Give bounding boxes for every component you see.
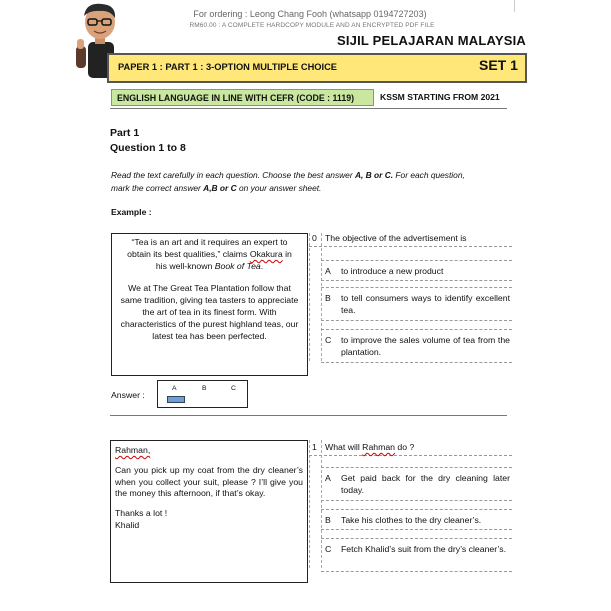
ordering-contact: For ordering : Leong Chang Fooh (whatsapp 0194727203) [193,9,427,19]
part-heading: Part 1 [110,127,140,139]
kssm-label: KSSM STARTING FROM 2021 [380,92,500,102]
section-rule [110,415,507,416]
example-option-b[interactable]: B to tell consumers ways to identify excellent tea. [321,287,512,321]
page-edge-divider [514,0,515,12]
answer-letter-a: A [172,385,177,392]
q1-question [309,442,512,456]
answer-mark-a[interactable] [167,396,185,403]
q1-question-text: What will Rahman do ? [325,442,415,452]
example-question-text: The objective of the advertisement is [325,233,467,243]
example-passage-paragraph: We at The Great Tea Plantation follow that same tradition, giving tea tasters to appreciate the art of tea in its finest form. With characteristics of the purest highland teas, our latest tea has been perfected. [120,283,299,341]
example-option-a[interactable]: A to introduce a new product [321,260,512,281]
q1-greeting: Rahman, [115,445,151,455]
answer-letter-c: C [231,385,236,392]
q1-number: 1 [312,442,317,452]
q1-passage [110,440,308,583]
q1-body: Can you pick up my coat from the dry cleaner’s when you collect your suit, please ? I’ll give you the money this afternoon, if that’s okay. [115,464,303,499]
answer-label: Answer : [111,390,145,400]
q1-option-a[interactable]: A Get paid back for the dry cleaning later today. [321,467,512,501]
set-label: SET 1 [479,57,518,73]
header-rule [110,108,507,109]
example-question-number: 0 [312,233,317,243]
example-option-c[interactable]: C to improve the sales volume of tea from the plantation. [321,329,512,363]
column-divider [309,233,310,361]
instructions: Read the text carefully in each question. Choose the best answer A, B or C. For each question, mark the correct answer A,B or C on your answer sheet. [111,170,465,193]
answer-letter-b: B [202,385,207,392]
q1-signature: Khalid [115,519,140,530]
price-note: RM60.00 : A COMPLETE HARDCOPY MODULE AND AN ENCRYPTED PDF FILE [189,22,435,29]
q1-option-b[interactable]: B Take his clothes to the dry cleaner’s. [321,509,512,530]
exam-title: SIJIL PELAJARAN MALAYSIA [337,33,527,48]
example-question [309,233,512,247]
paper-label: PAPER 1 : PART 1 : 3-OPTION MULTIPLE CHOICE [118,62,338,72]
question-range-heading: Question 1 to 8 [110,142,186,154]
example-passage: “Tea is an art and it requires an expert to obtain its best qualities,” claims Okakura in his well-known Book of Tea. We at The Great Tea Plantation follow that same tradition, giving tea tasters to appreciate the art of tea in its finest form. With characteristics of the purest highland teas, our latest tea has been perfected. [111,233,308,376]
column-divider [309,440,310,568]
q1-closing: Thanks a lot ! [115,508,168,519]
q1-option-c[interactable]: C Fetch Khalid’s suit from the dry’s cleaner’s. [321,538,512,572]
example-label: Example : [111,207,152,217]
subject-label: ENGLISH LANGUAGE IN LINE WITH CEFR (CODE : 1119) [117,93,355,103]
